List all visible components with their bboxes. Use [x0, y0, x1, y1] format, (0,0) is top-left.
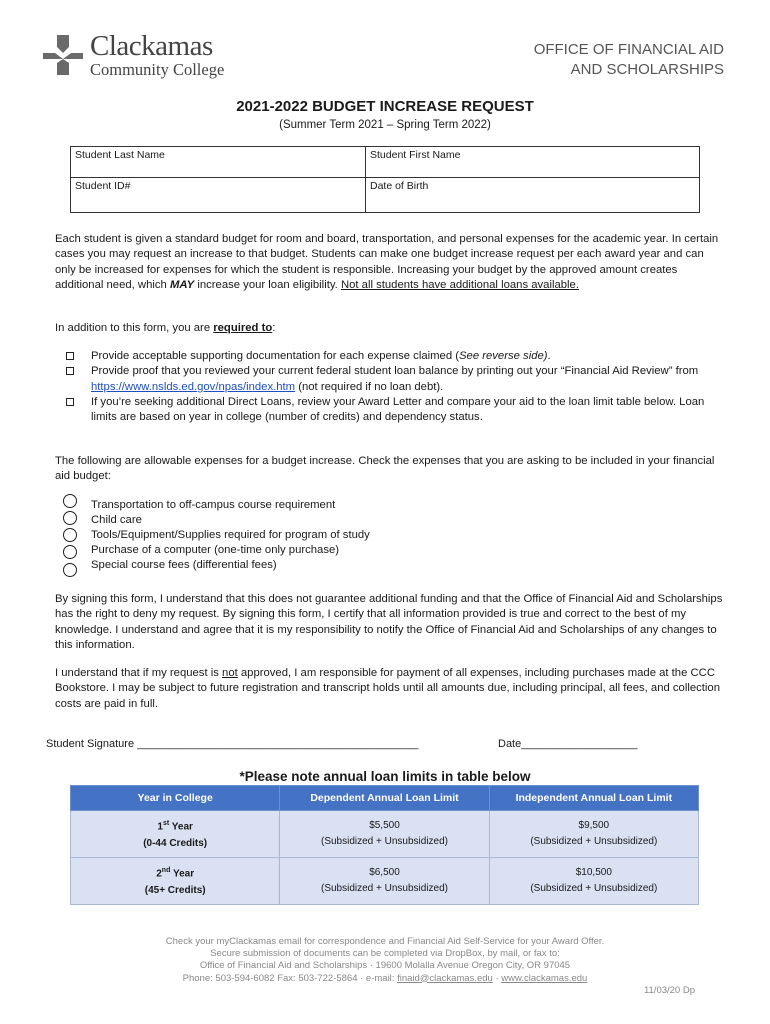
table-row [71, 858, 699, 905]
col-header-dependent: Dependent Annual Loan Limit [280, 786, 489, 811]
website-link[interactable]: www.clackamas.edu [501, 972, 588, 984]
expense-label: Transportation to off-campus course requirement [91, 499, 336, 511]
required-lead-end: : [272, 322, 276, 334]
terms-paragraph-2 [55, 666, 723, 712]
requirement-italic-1: See reverse side) [459, 350, 548, 362]
dependent-amount: $6,500 [369, 867, 400, 878]
requirement-end-2: (not required if no loan debt). [295, 380, 444, 393]
intro-text: Each student is given a standard budget for room and board, transportation, and personal expenses for the academic year. In certain cases you may request an increase to that budget. Students can make one budget increase request per each award year and can only be increased for expenses for which the student is responsible. Increasing your budget by the approved amount creates additional need, which [55, 233, 719, 291]
required-lead-text: In addition to this form, you are [55, 322, 214, 334]
credits: (45+ Credits) [144, 884, 206, 896]
requirement-text-3: If you’re seeking additional Direct Loans, review your Award Letter and compare your aid to the loan limit table below. Loan limits are based on year in college (number of credits) and dependency status. [91, 395, 705, 424]
independent-cell [489, 811, 698, 858]
date-line[interactable]: Date___________________ [498, 738, 638, 750]
signature-line[interactable]: Student Signature ______________________________________________ [46, 738, 419, 750]
email-link[interactable]: finaid@clackamas.edu [397, 972, 493, 984]
year-num: 2 [156, 868, 162, 880]
footer-contact: Phone: 503-594-6082 Fax: 503-722-5864 · e-mail: [182, 972, 398, 984]
year-word: Year [170, 868, 195, 880]
office-line-1: OFFICE OF FINANCIAL AID [533, 41, 724, 58]
footer-sep: · [492, 972, 502, 984]
requirement-item [66, 349, 726, 364]
revision-stamp: 11/03/20 Dp [643, 985, 695, 996]
expenses-intro: The following are allowable expenses for a budget increase. Check the expenses that you are asking to be included in your financial aid budget: [55, 455, 715, 483]
expense-checkbox-course-fees[interactable] [63, 563, 77, 577]
logo-college-subtitle: Community College [90, 60, 225, 79]
expense-label: Special course fees (differential fees) [91, 559, 277, 571]
footer-line-1: Check your myClackamas email for correspondence and Financial Aid Self-Service for your Award Offer. [165, 936, 605, 947]
expense-checkbox-tools[interactable] [63, 528, 77, 542]
student-id-label: Student ID# [75, 180, 131, 192]
table-row [71, 811, 699, 858]
office-line-2: AND SCHOLARSHIPS [570, 61, 724, 78]
requirement-item [66, 364, 726, 395]
dependent-cell [280, 811, 489, 858]
bullet-square-icon [66, 367, 74, 375]
requirement-end-1: . [547, 350, 551, 362]
independent-note: (Subsidized + Unsubsidized) [530, 883, 658, 894]
independent-amount: $10,500 [575, 867, 612, 878]
requirements-list [66, 349, 726, 425]
dob-label: Date of Birth [370, 180, 429, 192]
dependent-cell [280, 858, 489, 905]
office-heading [534, 40, 724, 80]
last-name-field[interactable] [71, 147, 366, 178]
expense-label: Purchase of a computer (one-time only purchase) [91, 544, 340, 556]
requirement-text-1: Provide acceptable supporting documentation for each expense claimed ( [91, 350, 459, 362]
intro-may: MAY [169, 278, 195, 291]
college-logo-icon [41, 33, 85, 77]
last-name-label: Student Last Name [75, 149, 165, 161]
terms-paragraph-1: By signing this form, I understand that this does not guarantee additional funding and that the Office of Financial Aid and Scholarships has the right to deny my request. By signing this form, I certify that all information provided is true and correct to the best of my knowledge. I understand and agree that it is my responsibility to notify the Office of Financial Aid and Scholarships of any changes to this information. [55, 593, 723, 651]
year-cell [71, 811, 280, 858]
col-header-year: Year in College [71, 786, 280, 811]
intro-paragraph [55, 232, 723, 293]
first-name-label: Student First Name [370, 149, 461, 161]
year-num: 1 [157, 821, 163, 833]
expense-checkbox-child-care[interactable] [63, 511, 77, 525]
year-sup: st [162, 820, 170, 828]
footer-line-3: Office of Financial Aid and Scholarships · 19600 Molalla Avenue Oregon City, OR 97045 [199, 960, 571, 972]
form-subtitle: (Summer Term 2021 – Spring Term 2022) [279, 119, 491, 131]
dependent-note: (Subsidized + Unsubsidized) [320, 836, 448, 847]
required-to: required to [213, 322, 273, 334]
intro-tail: increase your loan eligibility. [194, 278, 341, 291]
year-sup: nd [161, 867, 171, 875]
expense-label: Child care [91, 514, 142, 526]
independent-amount: $9,500 [578, 820, 610, 831]
terms-p2-start: I understand that if my request is [55, 667, 223, 679]
intro-underlined: Not all students have additional loans available. [340, 278, 579, 291]
independent-note: (Subsidized + Unsubsidized) [530, 836, 658, 847]
dob-field[interactable] [366, 178, 700, 213]
required-lead [55, 321, 723, 336]
footer-line-4 [0, 973, 770, 985]
bullet-square-icon [66, 398, 74, 406]
loan-limit-table [70, 785, 699, 905]
independent-cell [489, 858, 698, 905]
expense-checkbox-transportation[interactable] [63, 494, 77, 508]
expense-label: Tools/Equipment/Supplies required for program of study [91, 529, 370, 541]
year-cell [71, 858, 280, 905]
terms-p2-end: approved, I am responsible for payment of all expenses, including purchases made at the CCC Bookstore. I may be subject to future registration and transcript holds until all amounts due, including principal, all fees, and collection costs are paid in full. [55, 667, 720, 710]
first-name-field[interactable] [366, 147, 700, 178]
requirement-text-2: Provide proof that you reviewed your current federal student loan balance by printing out your “Financial Aid Review” from [91, 365, 699, 378]
loan-limits-note: *Please note annual loan limits in table below [239, 769, 531, 784]
dependent-amount: $5,500 [369, 820, 400, 831]
col-header-independent: Independent Annual Loan Limit [489, 786, 698, 811]
dependent-note: (Subsidized + Unsubsidized) [320, 883, 448, 894]
bullet-square-icon [66, 352, 74, 360]
student-info-table [70, 146, 700, 213]
requirement-item [66, 395, 726, 426]
footer-line-2: Secure submission of documents can be completed via DropBox, by mail, or fax to: [210, 948, 560, 960]
form-title: 2021-2022 BUDGET INCREASE REQUEST [236, 98, 534, 115]
logo-college-name: Clackamas [90, 30, 213, 62]
credits: (0-44 Credits) [143, 837, 208, 849]
nslds-link[interactable]: https://www.nslds.ed.gov/npas/index.htm [91, 380, 296, 393]
footer [0, 936, 770, 985]
student-id-field[interactable] [71, 178, 366, 213]
terms-not: not [222, 667, 238, 679]
year-word: Year [169, 821, 193, 833]
expense-checkbox-computer[interactable] [63, 545, 77, 559]
